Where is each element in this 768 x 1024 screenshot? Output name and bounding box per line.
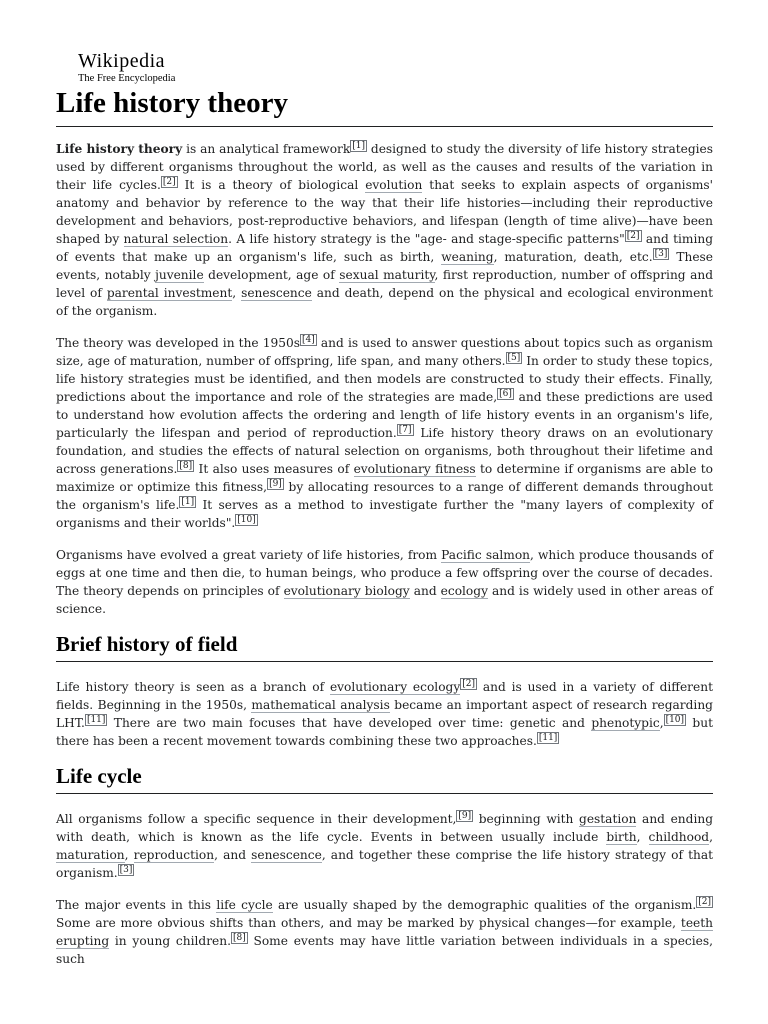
citation-ref[interactable]: [1] [181, 497, 195, 507]
citation-ref[interactable]: [2] [698, 897, 711, 907]
bold-term: Life history theory [56, 142, 183, 156]
citation-ref[interactable]: [8] [232, 933, 246, 943]
citation-ref[interactable]: [9] [458, 811, 472, 821]
citation-ref[interactable]: [3] [654, 249, 668, 259]
paragraph: Life history theory is an analytical framework [1] designed to study the diversity of life history strategies used by different organisms throughout the world, as well as the causes and results of the variation in their life cycles. [2] It is a theory of biological evolution that seeks to explain aspects of organisms' anatomy and behavior by reference to the way that their life histories—including their reproductive development and behaviors, post-reproductive behaviors, and lifespan (length of time alive)—have been shaped by natural selection. A life history strategy is the "age- and stage-specific patterns" [2] and timing of events that make up an organism's life, such as birth, weaning, maturation, death, etc. [3] These events, notably juvenile development, age of sexual maturity, first reproduction, number of offspring and level of parental investment, senescence and death, depend on the physical and ecological environment of the organism. [56, 141, 714, 318]
wiki-link[interactable]: mathematical analysis [251, 698, 390, 712]
wiki-link[interactable]: evolutionary fitness [353, 462, 476, 476]
citation-ref[interactable]: [11] [538, 733, 558, 743]
citation-ref[interactable]: [2] [162, 177, 176, 187]
wikipedia-logo[interactable] [78, 51, 208, 85]
wiki-link[interactable]: juvenile [155, 268, 204, 282]
wiki-link[interactable]: senescence [241, 286, 312, 300]
wiki-link[interactable]: life cycle [216, 898, 273, 912]
logo-wordmark: Wikipedia [78, 50, 165, 72]
wiki-link[interactable]: teeth erupting [56, 916, 713, 948]
paragraph: Organisms have evolved a great variety of life histories, from Pacific salmon, which produce thousands of eggs at one time and then die, to human beings, who produce a few offspring over the course of decades. The theory depends on principles of evolutionary biology and ecology and is widely used in other areas of science. [56, 548, 713, 616]
wiki-link[interactable]: childhood [648, 830, 710, 844]
wiki-link[interactable]: maturation [56, 848, 125, 862]
wiki-link[interactable]: natural selection [123, 232, 229, 246]
citation-ref[interactable]: [4] [302, 335, 315, 345]
citation-ref[interactable]: [5] [507, 353, 521, 363]
paragraph: The theory was developed in the 1950s [4] and is used to answer questions about topics such as organism size, age of maturation, number of offspring, life span, and many others. [5] In order to study these topics, life history strategies must be identified, and then models are constructed to study their effects. Finally, predictions about the importance and role of the strategies are made, [6] and these predictions are used to understand how evolution affects the ordering and length of life history events in an organism's life, particularly the lifespan and period of reproduction. [7] Life history theory draws on an evolutionary foundation, and studies the effects of natural selection on organisms, both throughout their lifetime and across generations. [8] It also uses measures of evolutionary fitness to determine if organisms are able to maximize or optimize this fitness, [9] by allocating resources to a range of different demands throughout the organism's life. [1] It serves as a method to investigate further the "many layers of complexity of organisms and their worlds". [10] [56, 335, 713, 530]
wiki-link[interactable]: gestation [579, 812, 637, 826]
citation-ref[interactable]: [10] [665, 715, 685, 725]
citation-ref[interactable]: [10] [237, 515, 256, 525]
wiki-link[interactable]: senescence [251, 848, 322, 862]
section-heading: Brief history of field [56, 632, 713, 662]
citation-ref[interactable]: [7] [398, 425, 412, 435]
wiki-link[interactable]: weaning [441, 250, 494, 264]
page-title: Life history theory [56, 86, 713, 127]
wiki-link[interactable]: evolution [365, 178, 423, 192]
article-body [56, 140, 713, 982]
citation-ref[interactable]: [6] [499, 389, 512, 399]
citation-ref[interactable]: [3] [119, 865, 133, 875]
wiki-link[interactable]: sexual maturity [339, 268, 435, 282]
paragraph: Life history theory is seen as a branch of evolutionary ecology [2] and is used in a variety of different fields. Beginning in the 1950s, mathematical analysis became an important aspect of research regarding LHT. [11] There are two main focuses that have developed over time: genetic and phenotypic, [10] but there has been a recent movement towards combining these two approaches. [11] [56, 679, 713, 748]
logo-tagline: The Free Encyclopedia [78, 73, 176, 84]
citation-ref[interactable]: [2] [626, 231, 640, 241]
citation-ref[interactable]: [1] [352, 141, 366, 151]
section-heading: Life cycle [56, 764, 713, 794]
citation-ref[interactable]: [11] [86, 715, 106, 725]
wiki-link[interactable]: parental investment [106, 286, 233, 300]
wiki-link[interactable]: evolutionary biology [283, 584, 410, 598]
wiki-link[interactable]: reproduction [133, 848, 215, 862]
citation-ref[interactable]: [8] [179, 461, 193, 471]
wiki-link[interactable]: ecology [440, 584, 488, 598]
paragraph: The major events in this life cycle are usually shaped by the demographic qualities of the organism. [2] Some are more obvious shifts than others, and may be marked by physical changes—for example, teeth erupting in young children. [8] Some events may have little variation between individuals in a species, such [56, 897, 713, 966]
citation-ref[interactable]: [2] [462, 679, 475, 689]
paragraph: All organisms follow a specific sequence in their development, [9] beginning with gestation and ending with death, which is known as the life cycle. Events in between usually include birth, childhood, maturation, reproduction, and senescence, and together these comprise the life history strategy of that organism. [3] [56, 811, 714, 880]
citation-ref[interactable]: [9] [269, 479, 282, 489]
wiki-link[interactable]: evolutionary ecology [329, 680, 461, 694]
wiki-link[interactable]: Pacific salmon [441, 548, 531, 562]
wiki-link[interactable]: phenotypic [591, 716, 660, 730]
wiki-link[interactable]: birth [606, 830, 637, 844]
